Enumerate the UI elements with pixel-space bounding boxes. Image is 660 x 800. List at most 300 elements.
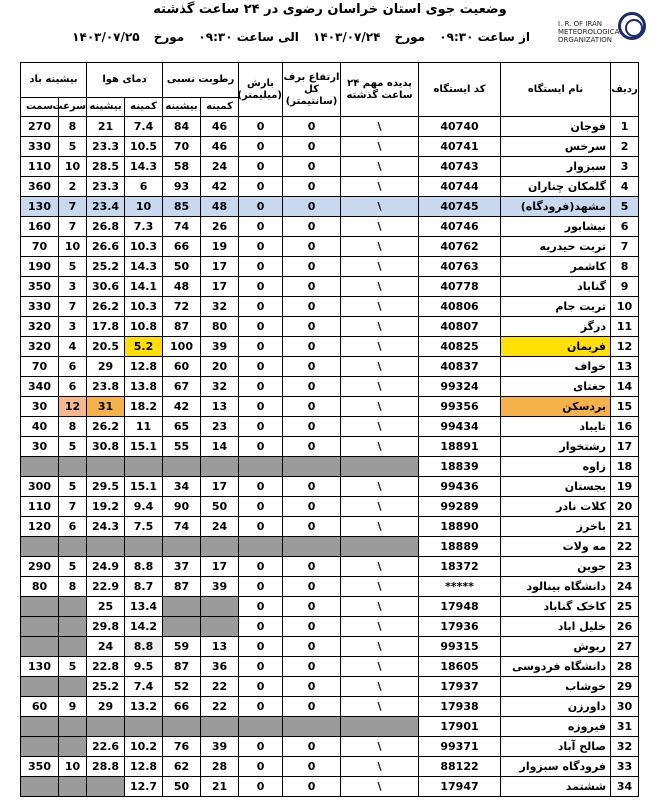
table-row — [21, 417, 639, 437]
wind-direction: 30 — [21, 437, 59, 457]
phenomenon — [341, 457, 419, 477]
snow-height: 0 — [283, 317, 341, 337]
date-range — [60, 30, 530, 44]
wind-direction: 40 — [21, 417, 59, 437]
humidity-max: 34 — [163, 477, 201, 497]
table-row — [21, 477, 639, 497]
station-name: رشتخوار — [501, 437, 611, 457]
humidity-max: 42 — [163, 397, 201, 417]
snow-height: 0 — [283, 697, 341, 717]
rainfall: 0 — [239, 437, 283, 457]
station-name: دانشگاه فردوسی — [501, 657, 611, 677]
station-code: 18839 — [419, 457, 501, 477]
row-number: 17 — [611, 437, 639, 457]
row-number: 30 — [611, 697, 639, 717]
temp-max: 20.5 — [87, 337, 125, 357]
temp-min: 8.8 — [125, 557, 163, 577]
rainfall: 0 — [239, 497, 283, 517]
humidity-min: 17 — [201, 477, 239, 497]
humidity-min: 32 — [201, 297, 239, 317]
row-number: 24 — [611, 577, 639, 597]
temp-min: 10.2 — [125, 737, 163, 757]
rainfall: 0 — [239, 277, 283, 297]
temp-min: 12.7 — [125, 777, 163, 797]
phenomenon — [341, 537, 419, 557]
humidity-max: 70 — [163, 137, 201, 157]
station-name: باخرز — [501, 517, 611, 537]
table-row — [21, 497, 639, 517]
phenomenon: \ — [341, 217, 419, 237]
wind-direction: 120 — [21, 517, 59, 537]
col-phenomenon: پدیده مهم ۲۴ ساعت گذشته — [341, 63, 419, 117]
station-code: 18372 — [419, 557, 501, 577]
wind-direction: 330 — [21, 297, 59, 317]
station-name: کاشمر — [501, 257, 611, 277]
station-name: تربت جام — [501, 297, 611, 317]
wind-speed: 8 — [59, 417, 87, 437]
phenomenon: \ — [341, 417, 419, 437]
temp-max: 30.6 — [87, 277, 125, 297]
station-code: ***** — [419, 577, 501, 597]
station-name: گناباد — [501, 277, 611, 297]
snow-height: 0 — [283, 677, 341, 697]
phenomenon: \ — [341, 577, 419, 597]
wind-direction: 80 — [21, 577, 59, 597]
humidity-min: 39 — [201, 337, 239, 357]
temp-max: 29.5 — [87, 477, 125, 497]
station-name: جوین — [501, 557, 611, 577]
rainfall: 0 — [239, 337, 283, 357]
wind-direction: 350 — [21, 277, 59, 297]
wind-speed: 3 — [59, 317, 87, 337]
temp-max — [87, 457, 125, 477]
phenomenon: \ — [341, 437, 419, 457]
table-row — [21, 217, 639, 237]
station-name: خلیل اباد — [501, 617, 611, 637]
temp-min: 10.5 — [125, 137, 163, 157]
col-temp: دمای هوا — [87, 63, 163, 98]
phenomenon: \ — [341, 237, 419, 257]
phenomenon: \ — [341, 197, 419, 217]
temp-max: 26.8 — [87, 217, 125, 237]
wind-direction — [21, 737, 59, 757]
station-name: داورزن — [501, 697, 611, 717]
table-row — [21, 277, 639, 297]
snow-height: 0 — [283, 397, 341, 417]
row-number: 29 — [611, 677, 639, 697]
row-number: 11 — [611, 317, 639, 337]
temp-max — [87, 717, 125, 737]
station-name: کلات نادر — [501, 497, 611, 517]
row-number: 32 — [611, 737, 639, 757]
temp-min: 11 — [125, 417, 163, 437]
temp-min: 10 — [125, 197, 163, 217]
station-name: دانشگاه بینالود — [501, 577, 611, 597]
temp-min: 14.1 — [125, 277, 163, 297]
rainfall: 0 — [239, 157, 283, 177]
table-row — [21, 257, 639, 277]
wind-speed: 4 — [59, 337, 87, 357]
table-row — [21, 757, 639, 777]
temp-max: 28.5 — [87, 157, 125, 177]
table-row — [21, 597, 639, 617]
wind-speed: 10 — [59, 237, 87, 257]
humidity-min: 50 — [201, 497, 239, 517]
snow-height: 0 — [283, 257, 341, 277]
wind-direction: 70 — [21, 237, 59, 257]
station-code: 40825 — [419, 337, 501, 357]
snow-height — [283, 537, 341, 557]
humidity-max: 62 — [163, 757, 201, 777]
wind-speed: 10 — [59, 757, 87, 777]
station-code: 18891 — [419, 437, 501, 457]
snow-height: 0 — [283, 197, 341, 217]
humidity-max — [163, 717, 201, 737]
station-name: زاوه — [501, 457, 611, 477]
temp-min: 10.3 — [125, 237, 163, 257]
phenomenon: \ — [341, 337, 419, 357]
station-code: 17948 — [419, 597, 501, 617]
wind-speed: 8 — [59, 117, 87, 137]
temp-min: 13.8 — [125, 377, 163, 397]
wind-speed — [59, 717, 87, 737]
humidity-max: 58 — [163, 157, 201, 177]
station-name: سبزوار — [501, 157, 611, 177]
snow-height: 0 — [283, 617, 341, 637]
snow-height — [283, 717, 341, 737]
row-number: 25 — [611, 597, 639, 617]
phenomenon: \ — [341, 397, 419, 417]
row-number: 15 — [611, 397, 639, 417]
wind-speed: 6 — [59, 357, 87, 377]
station-name: صالح آباد — [501, 737, 611, 757]
wind-direction: 270 — [21, 117, 59, 137]
wind-speed: 10 — [59, 157, 87, 177]
phenomenon — [341, 717, 419, 737]
row-number: 12 — [611, 337, 639, 357]
wind-direction: 330 — [21, 137, 59, 157]
temp-min: 10.3 — [125, 297, 163, 317]
temp-max: 22.9 — [87, 577, 125, 597]
wind-direction: 360 — [21, 177, 59, 197]
table-row — [21, 157, 639, 177]
humidity-max: 72 — [163, 297, 201, 317]
row-number: 26 — [611, 617, 639, 637]
temp-min: 14.3 — [125, 257, 163, 277]
col-row: ردیف — [611, 63, 639, 117]
humidity-min: 32 — [201, 377, 239, 397]
end-date: ۱۴۰۳/۰۷/۲۵ — [72, 30, 140, 44]
rainfall: 0 — [239, 257, 283, 277]
wind-direction: 130 — [21, 657, 59, 677]
temp-min: 7.4 — [125, 117, 163, 137]
humidity-min: 13 — [201, 637, 239, 657]
temp-min: 7.5 — [125, 517, 163, 537]
table-row — [21, 457, 639, 477]
phenomenon: \ — [341, 317, 419, 337]
temp-min: 5.2 — [125, 337, 163, 357]
col-temp-min: کمینه — [125, 98, 163, 117]
rainfall: 0 — [239, 777, 283, 797]
phenomenon: \ — [341, 617, 419, 637]
snow-height: 0 — [283, 737, 341, 757]
wind-speed — [59, 777, 87, 797]
phenomenon: \ — [341, 117, 419, 137]
row-number: 23 — [611, 557, 639, 577]
station-name: کاخک گناباد — [501, 597, 611, 617]
table-row — [21, 377, 639, 397]
humidity-min: 46 — [201, 137, 239, 157]
humidity-min: 19 — [201, 237, 239, 257]
temp-max: 26.6 — [87, 237, 125, 257]
station-code: 40806 — [419, 297, 501, 317]
humidity-min — [201, 717, 239, 737]
from-time: از ساعت ۰۹:۳۰ — [439, 30, 530, 44]
station-name: تربت حیدریه — [501, 237, 611, 257]
humidity-max: 100 — [163, 337, 201, 357]
wind-speed: 7 — [59, 217, 87, 237]
snow-height: 0 — [283, 757, 341, 777]
wind-direction — [21, 717, 59, 737]
station-code: 99434 — [419, 417, 501, 437]
rainfall: 0 — [239, 657, 283, 677]
snow-height: 0 — [283, 157, 341, 177]
temp-max: 23.3 — [87, 177, 125, 197]
snow-height: 0 — [283, 497, 341, 517]
table-row — [21, 137, 639, 157]
rainfall: 0 — [239, 137, 283, 157]
wind-direction: 300 — [21, 477, 59, 497]
station-name: مه ولات — [501, 537, 611, 557]
wind-speed: 5 — [59, 437, 87, 457]
rainfall: 0 — [239, 117, 283, 137]
temp-max: 25.2 — [87, 677, 125, 697]
snow-height: 0 — [283, 657, 341, 677]
phenomenon: \ — [341, 657, 419, 677]
humidity-min: 28 — [201, 757, 239, 777]
station-name: بجستان — [501, 477, 611, 497]
snow-height: 0 — [283, 517, 341, 537]
table-row — [21, 197, 639, 217]
wind-speed — [59, 737, 87, 757]
phenomenon: \ — [341, 477, 419, 497]
row-number: 6 — [611, 217, 639, 237]
temp-max: 29.8 — [87, 617, 125, 637]
temp-max: 23.3 — [87, 137, 125, 157]
col-snow: ارتفاع برف کل (سانتیمتر) — [283, 63, 341, 117]
table-row — [21, 697, 639, 717]
temp-min: 14.2 — [125, 617, 163, 637]
phenomenon: \ — [341, 177, 419, 197]
temp-max: 24 — [87, 637, 125, 657]
humidity-max: 87 — [163, 317, 201, 337]
temp-min — [125, 717, 163, 737]
temp-min: 9.5 — [125, 657, 163, 677]
wind-direction: 110 — [21, 157, 59, 177]
station-name: بردسکن — [501, 397, 611, 417]
phenomenon: \ — [341, 737, 419, 757]
humidity-min: 14 — [201, 437, 239, 457]
rainfall: 0 — [239, 197, 283, 217]
col-humidity: رطوبت نسبی — [163, 63, 239, 98]
temp-max: 22.6 — [87, 737, 125, 757]
rainfall — [239, 537, 283, 557]
humidity-min: 22 — [201, 697, 239, 717]
phenomenon: \ — [341, 757, 419, 777]
report-header — [0, 0, 660, 62]
humidity-max: 74 — [163, 517, 201, 537]
wind-direction: 130 — [21, 197, 59, 217]
rainfall: 0 — [239, 297, 283, 317]
snow-height: 0 — [283, 417, 341, 437]
row-number: 7 — [611, 237, 639, 257]
station-name: فریمان — [501, 337, 611, 357]
snow-height: 0 — [283, 217, 341, 237]
temp-min: 12.8 — [125, 357, 163, 377]
wind-speed: 5 — [59, 477, 87, 497]
station-name: مشهد(فرودگاه) — [501, 197, 611, 217]
snow-height: 0 — [283, 117, 341, 137]
wind-direction: 340 — [21, 377, 59, 397]
phenomenon: \ — [341, 357, 419, 377]
temp-max: 25.2 — [87, 257, 125, 277]
station-code: 99436 — [419, 477, 501, 497]
station-code: 40778 — [419, 277, 501, 297]
wind-speed: 5 — [59, 137, 87, 157]
temp-min: 15.1 — [125, 437, 163, 457]
table-row — [21, 517, 639, 537]
station-code: 40745 — [419, 197, 501, 217]
table-row — [21, 717, 639, 737]
table-row — [21, 577, 639, 597]
temp-min: 8.8 — [125, 637, 163, 657]
logo-emblem-icon — [618, 12, 646, 40]
table-row — [21, 177, 639, 197]
station-code: 99289 — [419, 497, 501, 517]
humidity-min — [201, 597, 239, 617]
station-code: 99356 — [419, 397, 501, 417]
wind-direction — [21, 537, 59, 557]
phenomenon: \ — [341, 557, 419, 577]
temp-min: 15.1 — [125, 477, 163, 497]
table-row — [21, 637, 639, 657]
wind-speed: 9 — [59, 697, 87, 717]
temp-max: 24.3 — [87, 517, 125, 537]
humidity-max: 52 — [163, 677, 201, 697]
logo-caption: I. R. OF IRAN METEOROLOGICAL ORGANIZATION — [558, 20, 624, 44]
humidity-min: 24 — [201, 517, 239, 537]
humidity-min: 80 — [201, 317, 239, 337]
meteorological-organization-logo — [558, 6, 652, 56]
rainfall: 0 — [239, 377, 283, 397]
phenomenon: \ — [341, 677, 419, 697]
rainfall: 0 — [239, 477, 283, 497]
row-number: 28 — [611, 657, 639, 677]
humidity-max: 87 — [163, 577, 201, 597]
wind-speed: 8 — [59, 577, 87, 597]
rainfall: 0 — [239, 737, 283, 757]
humidity-min: 42 — [201, 177, 239, 197]
humidity-min — [201, 457, 239, 477]
humidity-max: 67 — [163, 377, 201, 397]
wind-direction — [21, 637, 59, 657]
rainfall: 0 — [239, 617, 283, 637]
rainfall: 0 — [239, 637, 283, 657]
station-name: جغتای — [501, 377, 611, 397]
wind-direction: 190 — [21, 257, 59, 277]
phenomenon: \ — [341, 277, 419, 297]
col-wind: بیشینه باد — [21, 63, 87, 98]
humidity-max: 93 — [163, 177, 201, 197]
col-wind-direction: سمت — [21, 98, 59, 117]
wind-direction — [21, 597, 59, 617]
station-code: 40807 — [419, 317, 501, 337]
wind-direction — [21, 777, 59, 797]
row-number: 1 — [611, 117, 639, 137]
temp-max: 24.9 — [87, 557, 125, 577]
temp-min: 7.3 — [125, 217, 163, 237]
temp-max: 25 — [87, 597, 125, 617]
humidity-max: 37 — [163, 557, 201, 577]
snow-height: 0 — [283, 297, 341, 317]
temp-max: 19.2 — [87, 497, 125, 517]
rainfall: 0 — [239, 357, 283, 377]
temp-max: 26.2 — [87, 297, 125, 317]
station-name: فوجان — [501, 117, 611, 137]
date-label-1: مورخ — [394, 30, 426, 44]
snow-height: 0 — [283, 177, 341, 197]
humidity-max: 66 — [163, 237, 201, 257]
station-code: 18889 — [419, 537, 501, 557]
phenomenon: \ — [341, 377, 419, 397]
row-number: 8 — [611, 257, 639, 277]
humidity-max: 84 — [163, 117, 201, 137]
col-temp-max: بیشینه — [87, 98, 125, 117]
rainfall: 0 — [239, 577, 283, 597]
col-station: نام ایستگاه — [501, 63, 611, 117]
humidity-min: 22 — [201, 677, 239, 697]
wind-direction — [21, 457, 59, 477]
temp-max: 29 — [87, 357, 125, 377]
table-row — [21, 437, 639, 457]
humidity-max — [163, 537, 201, 557]
temp-max: 23.4 — [87, 197, 125, 217]
table-row — [21, 117, 639, 137]
station-code: 40762 — [419, 237, 501, 257]
temp-max: 23.8 — [87, 377, 125, 397]
wind-speed: 3 — [59, 277, 87, 297]
temp-min — [125, 537, 163, 557]
snow-height: 0 — [283, 577, 341, 597]
humidity-max: 66 — [163, 697, 201, 717]
temp-max: 30.8 — [87, 437, 125, 457]
wind-speed — [59, 457, 87, 477]
rainfall: 0 — [239, 177, 283, 197]
col-humidity-min: کمینه — [201, 98, 239, 117]
phenomenon: \ — [341, 257, 419, 277]
temp-min: 13.2 — [125, 697, 163, 717]
temp-min: 8.7 — [125, 577, 163, 597]
wind-speed: 2 — [59, 177, 87, 197]
temp-min: 14.3 — [125, 157, 163, 177]
station-code: 99371 — [419, 737, 501, 757]
phenomenon: \ — [341, 297, 419, 317]
wind-speed: 5 — [59, 257, 87, 277]
station-code: 17901 — [419, 717, 501, 737]
wind-direction: 320 — [21, 337, 59, 357]
humidity-max: 60 — [163, 357, 201, 377]
station-code: 17947 — [419, 777, 501, 797]
